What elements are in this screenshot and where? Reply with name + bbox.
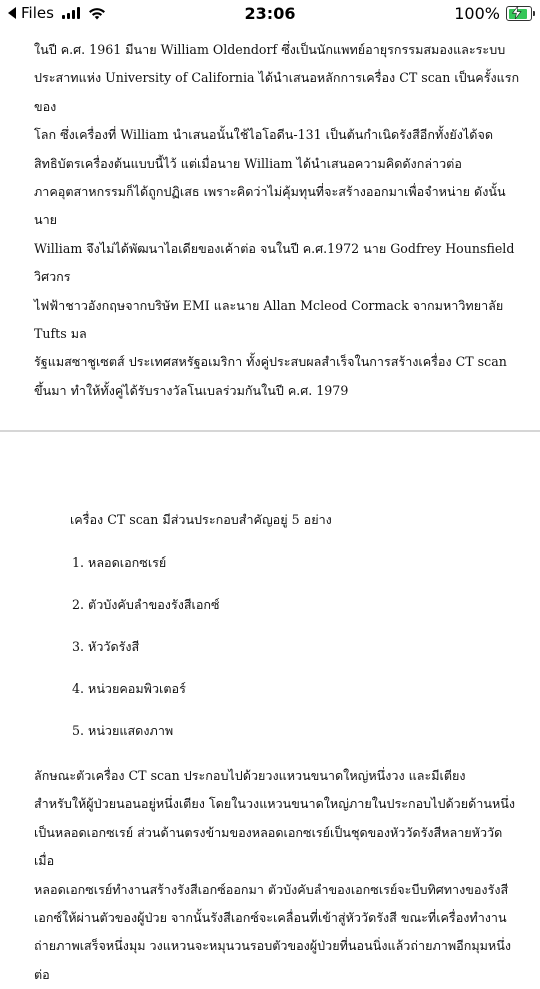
charging-bolt-icon	[511, 6, 523, 19]
battery-status	[454, 4, 532, 23]
machine-description-paragraph: ลักษณะตัวเครื่อง CT scan ประกอบไปด้วยวงแหวนขนาดใหญ่หนึ่งวง และมีเตียง สำหรับให้ผู้ป่วยนอนอยู่หนึ่งเตียง โดยในวงแหวนขนาดใหญ่ภายในประกอบไปด้วยด้านหนึ่ง เป็นหลอดเอกซเรย์ ส่วนด้านตรงข้ามของหลอดเอกซเรย์เป็นชุดของหัววัดรังสีหลายหัววัด เมื่อ หลอดเอกซเรย์ทำงานสร้างรังสีเอกซ์ออกมา ตัวบังคับลำของเอกซเรย์จะบีบทิศทางของรังสี เอกซ์ให้ผ่านตัวของผู้ป่วย จากนั้นรังสีเอกซ์จะเคลื่อนที่เข้าสู่หัววัดรังสี ขณะที่เครื่องทำงาน ถ่ายภาพเสร็จหนึ่งมุม วงแหวนจะหมุนวนรอบตัวของผู้ป่วยที่นอนนิ่งแล้วถ่ายภาพอีกมุมหนึ่งต่อ	[34, 768, 516, 982]
clock: 23:06	[244, 4, 296, 23]
list-item: 5. หน่วยแสดงภาพ	[72, 723, 174, 738]
history-paragraph: ในปี ค.ศ. 1961 มีนาย William Oldendorf ซึ่งเป็นนักแพทย์อายุรกรรมสมองและระบบ ประสาทแห่ง University of California ได้นำเสนอหลักการเครื่อง CT scan เป็นครั้งแรกของ โลก ซึ่งเครื่องที่ William นำเสนอนั้นใช้ไอโอดีน-131 เป็นต้นกำเนิดรังสีอีกทั้งยังได้จด สิทธิบัตรเครื่องต้นแบบนี้ไว้ แต่เมื่อนาย William ได้นำเสนอความคิดดังกล่าวต่อ ภาคอุตสาหกรรมก็ได้ถูกปฏิเสธ เพราะคิดว่าไม่คุ้มทุนที่จะสร้างออกมาเพื่อจำหน่าย ดังนั้นนาย William จึงไม่ได้พัฒนาไอเดียของเค้าต่อ จนในปี ค.ศ.1972 นาย Godfrey Hounsfield วิศวกร ไฟฟ้าชาวอังกฤษจากบริษัท EMI และนาย Allan Mcleod Cormack จากมหาวิทยาลัย Tufts มล รัฐแมสซาชูเซตส์ ประเทศสหรัฐอเมริกา ทั้งคู่ประสบผลสำเร็จในการสร้างเครื่อง CT scan ขึ้นมา ทำให้ทั้งคู่ได้รับรางวัลโนเบลร่วมกันในปี ค.ศ. 1979	[34, 42, 520, 398]
list-item: 3. หัววัดรังสี	[72, 639, 140, 654]
document-page-2	[0, 432, 540, 982]
back-label: Files	[21, 4, 54, 22]
list-item: 1. หลอดเอกซเรย์	[72, 555, 167, 570]
list-item: 4. หน่วยคอมพิวเตอร์	[72, 681, 186, 696]
list-item: 2. ตัวบังคับลำของรังสีเอกซ์	[72, 597, 220, 612]
components-list	[72, 553, 220, 763]
components-heading: เครื่อง CT scan มีส่วนประกอบสำคัญอยู่ 5 อย่าง	[70, 512, 332, 527]
document-page-1	[0, 28, 540, 430]
battery-tip	[533, 11, 535, 16]
battery-charging-icon	[506, 6, 532, 21]
battery-percentage: 100%	[454, 4, 500, 23]
status-bar	[0, 0, 540, 28]
